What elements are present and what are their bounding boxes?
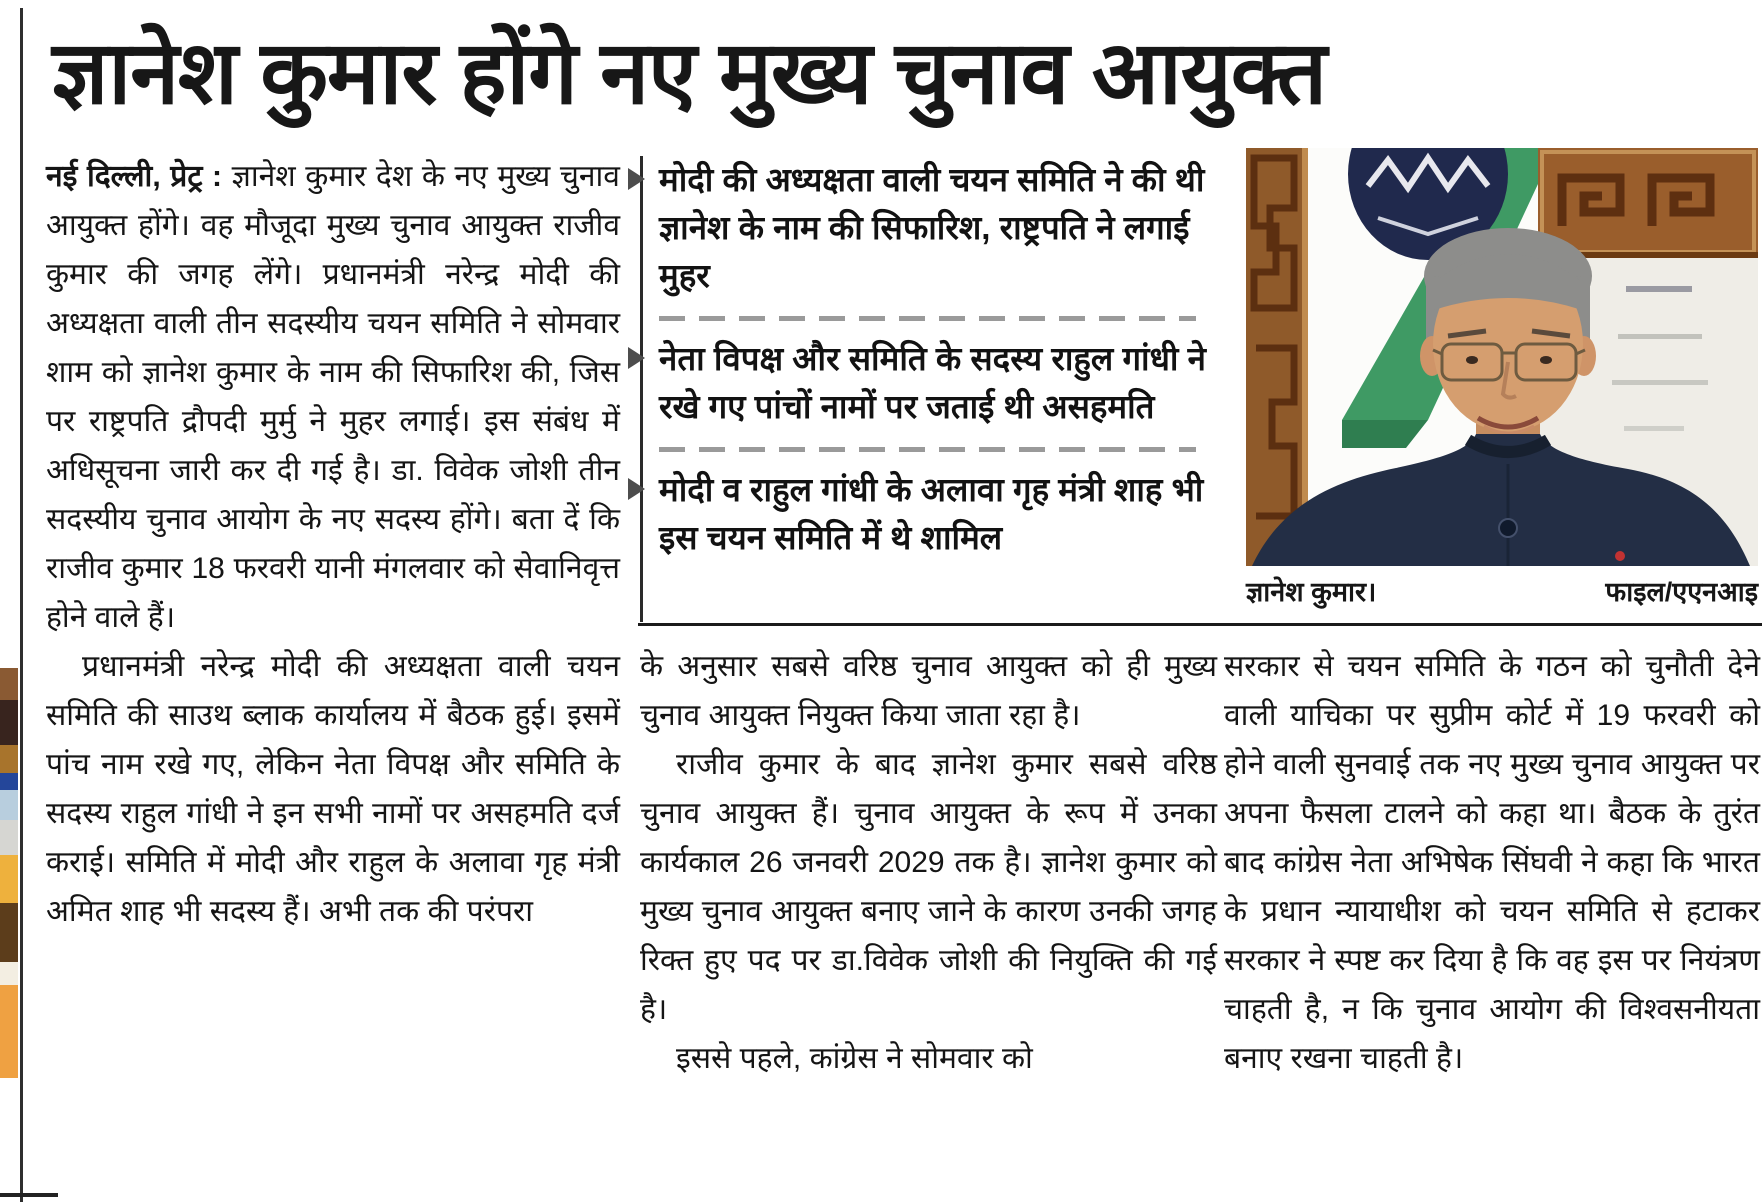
- highlight-item: [659, 335, 1218, 431]
- bullet-arrow-icon: [628, 168, 645, 190]
- bullet-arrow-icon: [628, 347, 645, 369]
- highlights-box: [640, 156, 1218, 622]
- paragraph: [46, 152, 620, 642]
- photo-gyanesh-kumar: [1246, 148, 1758, 566]
- adjacent-image-strip: [0, 0, 18, 1202]
- paragraph: प्रधानमंत्री नरेन्द्र मोदी की अध्यक्षता वाली चयन समिति की साउथ ब्लाक कार्यालय में बैठक हुई। इसमें पांच नाम रखे गए, लेकिन नेता विपक्ष और समिति के सदस्य राहुल गांधी ने इन सभी नामों पर असहमति दर्ज कराई। समिति में मोदी और राहुल के अलावा गृह मंत्री अमित शाह भी सदस्य हैं। अभी तक की परंपरा: [46, 650, 620, 928]
- caption-credit: फाइल/एएनआइ: [1605, 577, 1758, 607]
- left-column-rule: [20, 8, 23, 1202]
- paragraph: सरकार से चयन समिति के गठन को चुनौती देने वाली याचिका पर सुप्रीम कोर्ट में 19 फरवरी को होने वाली सुनवाई तक नए मुख्य चुनाव आयुक्त पर अपना फैसला टालने को कहा था। बैठक के तुरंत बाद कांग्रेस नेता अभिषेक सिंघवी ने कहा कि भारत के प्रधान न्यायाधीश को चयन समिति से हटाकर सरकार ने स्पष्ट कर दिया है कि वह इस पर नियंत्रण चाहती है, न कि चुनाव आयोग की विश्वसनीयता बनाए रखना चाहती है।: [1224, 650, 1760, 1075]
- caption-name: ज्ञानेश कुमार।: [1246, 577, 1377, 607]
- paragraph: के अनुसार सबसे वरिष्ठ चुनाव आयुक्त को ही मुख्य चुनाव आयुक्त नियुक्त किया जाता रहा है।: [640, 650, 1217, 732]
- dashed-divider: [659, 316, 1196, 321]
- paragraph: राजीव कुमार के बाद ज्ञानेश कुमार सबसे वरिष्ठ चुनाव आयुक्त हैं। चुनाव आयुक्त के रूप में उनका कार्यकाल 26 जनवरी 2029 तक है। ज्ञानेश कुमार को मुख्य चुनाव आयुक्त बनाए जाने के कारण उनकी जगह रिक्त हुए पद पर डा.विवेक जोशी की नियुक्ति की गई है।: [640, 748, 1217, 1026]
- bullet-arrow-icon: [628, 478, 645, 500]
- highlight-item: [659, 156, 1218, 300]
- photo-illustration: [1246, 148, 1758, 566]
- article-headline: ज्ञानेश कुमार होंगे नए मुख्य चुनाव आयुक्त: [52, 23, 1327, 122]
- body-column-1: [46, 152, 620, 1196]
- body-column-3: [1224, 642, 1760, 1196]
- highlight-item: [659, 466, 1218, 562]
- photo-caption: [1246, 572, 1758, 609]
- highlight-text: मोदी की अध्यक्षता वाली चयन समिति ने की थी ज्ञानेश के नाम की सिफारिश, राष्ट्रपति ने लगाई मुहर: [659, 161, 1205, 294]
- highlight-text: नेता विपक्ष और समिति के सदस्य राहुल गांधी ने रखे गए पांचों नामों पर जताई थी असहमति: [659, 340, 1206, 425]
- paragraph: इससे पहले, कांग्रेस ने सोमवार को: [676, 1042, 1033, 1075]
- section-divider-rule: [638, 623, 1762, 626]
- dateline: नई दिल्ली, प्रेट्र :: [46, 160, 223, 193]
- dashed-divider: [659, 447, 1196, 452]
- body-column-2: [640, 642, 1217, 1196]
- highlight-text: मोदी व राहुल गांधी के अलावा गृह मंत्री शाह भी इस चयन समिति में थे शामिल: [659, 471, 1204, 556]
- paragraph-text: ज्ञानेश कुमार देश के नए मुख्य चुनाव आयुक्त होंगे। वह मौजूदा मुख्य चुनाव आयुक्त राजीव कुमार की जगह लेंगे। प्रधानमंत्री नरेन्द्र मोदी की अध्यक्षता वाली तीन सदस्यीय चयन समिति ने सोमवार शाम को ज्ञानेश कुमार के नाम की सिफारिश की, जिस पर राष्ट्रपति द्रौपदी मुर्मु ने मुहर लगाई। इस संबंध में अधिसूचना जारी कर दी गई है। डा. विवेक जोशी तीन सदस्यीय चुनाव आयोग के नए सदस्य होंगे। बता दें कि राजीव कुमार 18 फरवरी यानी मंगलवार को सेवानिवृत्त होने वाले हैं।: [46, 160, 620, 634]
